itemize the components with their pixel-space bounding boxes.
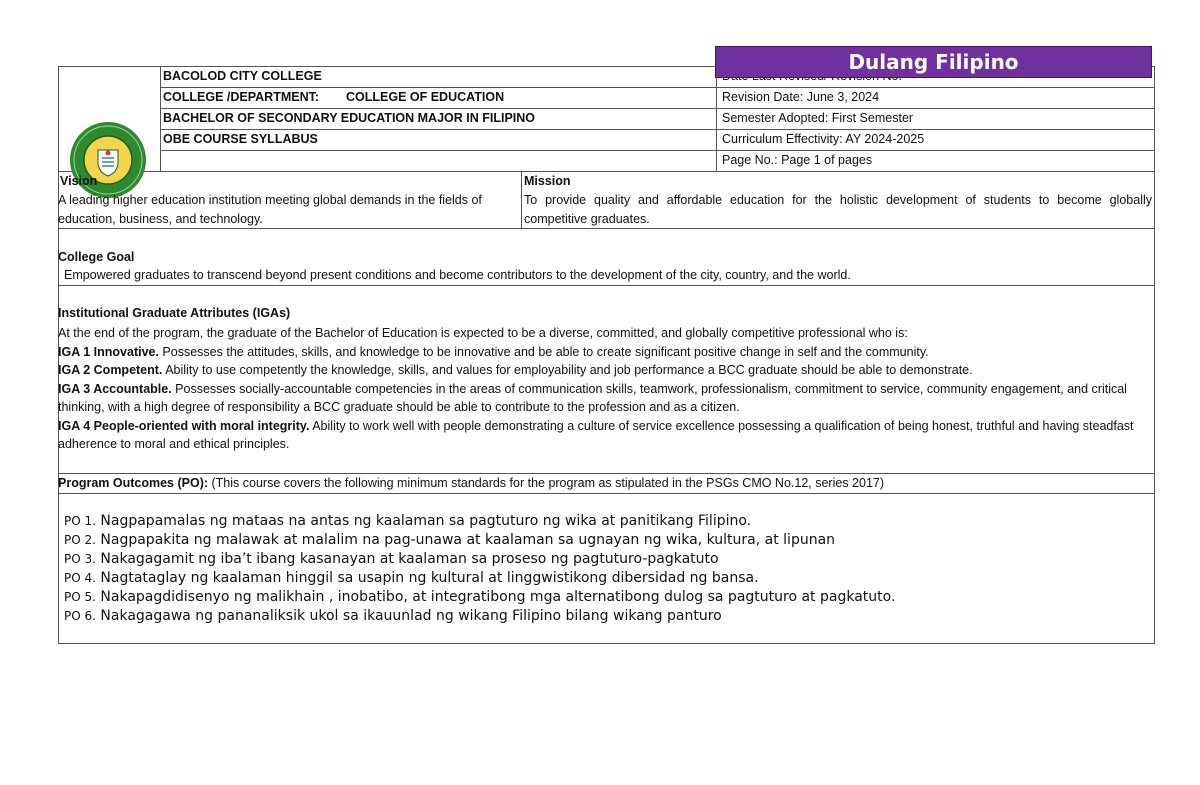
- po-heading: Program Outcomes (PO):: [58, 476, 209, 490]
- iga-text: Ability to use competently the knowledge, skills, and values for employability and job performance a BCC graduate should be able to demonstrate.: [162, 363, 973, 377]
- po-item: PO 3. Nakagagamit ng iba’t ibang kasanayan at kaalaman sa proseso ng pagtuturo-pagkatuto: [64, 551, 719, 567]
- program-name: BACHELOR OF SECONDARY EDUCATION MAJOR IN FILIPINO: [163, 111, 536, 125]
- po-item: PO 4. Nagtataglay ng kaalaman hinggil sa usapin ng kultural at linggwistikong dibersidad ng bansa.: [64, 570, 759, 586]
- department-label: COLLEGE /DEPARTMENT:: [163, 90, 320, 104]
- vision-heading: Vision: [60, 174, 98, 188]
- program-outcomes-list: [64, 512, 1144, 626]
- college-name: BACOLOD CITY COLLEGE: [163, 69, 322, 83]
- iga-item: [58, 380, 1152, 417]
- po-item: PO 2. Nagpapakita ng malawak at malalim na pag-unawa at kaalaman sa ugnayan ng wika, kultura, at lipunan: [64, 532, 836, 548]
- college-goal-heading: College Goal: [58, 250, 135, 264]
- iga-intro: At the end of the program, the graduate of the Bachelor of Education is expected to be a diverse, committed, and globally competitive professional who is:: [58, 326, 908, 340]
- college-goal-text: Empowered graduates to transcend beyond present conditions and become contributors to the development of the city, country, and the world.: [64, 268, 851, 282]
- mission-heading: Mission: [524, 174, 571, 188]
- revision-date: Revision Date: June 3, 2024: [722, 90, 880, 104]
- iga-label: IGA 2 Competent.: [58, 363, 163, 377]
- iga-list: [58, 324, 1152, 454]
- po-item: PO 5. Nakapagdidisenyo ng malikhain , inobatibo, at integratibong mga alternatibong dulog sa pagtuturo at pagkatuto.: [64, 589, 896, 605]
- iga-text: Possesses socially-accountable competencies in the areas of communication skills, teamwork, professionalism, commitment to service, community engagement, and critical thinking, with a high degree of responsibility a BCC graduate should be able to contribute to the profession and as a citizen.: [58, 381, 1127, 414]
- program-outcomes-header: [58, 476, 884, 490]
- semester-adopted: Semester Adopted: First Semester: [722, 111, 914, 125]
- iga-label: IGA 3 Accountable.: [58, 381, 172, 396]
- vision-text: A leading higher education institution meeting global demands in the fields of education, business, and technology.: [58, 193, 482, 226]
- po-note: (This course covers the following minimum standards for the program as stipulated in the PSGs CMO No.12, series 2017): [208, 476, 885, 490]
- curriculum-effectivity: Curriculum Effectivity: AY 2024-2025: [722, 132, 925, 146]
- course-title-badge: [715, 46, 1152, 78]
- iga-text: Possesses the attitudes, skills, and knowledge to be innovative and be able to create significant positive change in self and the community.: [158, 344, 929, 359]
- iga-label: IGA 4 People-oriented with moral integrity.: [58, 418, 310, 433]
- po-item: PO 6. Nakagagawa ng pananaliksik ukol sa ikauunlad ng wikang Filipino bilang wikang panturo: [64, 608, 722, 624]
- mission-text: To provide quality and affordable education for the holistic development of students to become globally competitive graduates.: [524, 193, 1152, 226]
- iga-item: [58, 361, 1152, 380]
- department-value: COLLEGE OF EDUCATION: [346, 90, 505, 104]
- syllabus-type: OBE COURSE SYLLABUS: [163, 132, 318, 146]
- iga-text: Ability to work well with people demonstrating a culture of service excellence possessing a qualification of being honest, truthful and having steadfast adherence to moral and ethical principles.: [58, 418, 1134, 451]
- iga-item: [58, 417, 1152, 454]
- iga-label: IGA 1 Innovative.: [58, 344, 159, 359]
- course-title: Dulang Filipino: [848, 50, 1019, 74]
- po-item: PO 1. Nagpapamalas ng mataas na antas ng kaalaman sa pagtuturo ng wika at panitikang Filipino.: [64, 513, 752, 529]
- iga-heading: Institutional Graduate Attributes (IGAs): [58, 306, 291, 320]
- page-number: Page No.: Page 1 of pages: [722, 153, 873, 167]
- iga-item: [58, 343, 1152, 362]
